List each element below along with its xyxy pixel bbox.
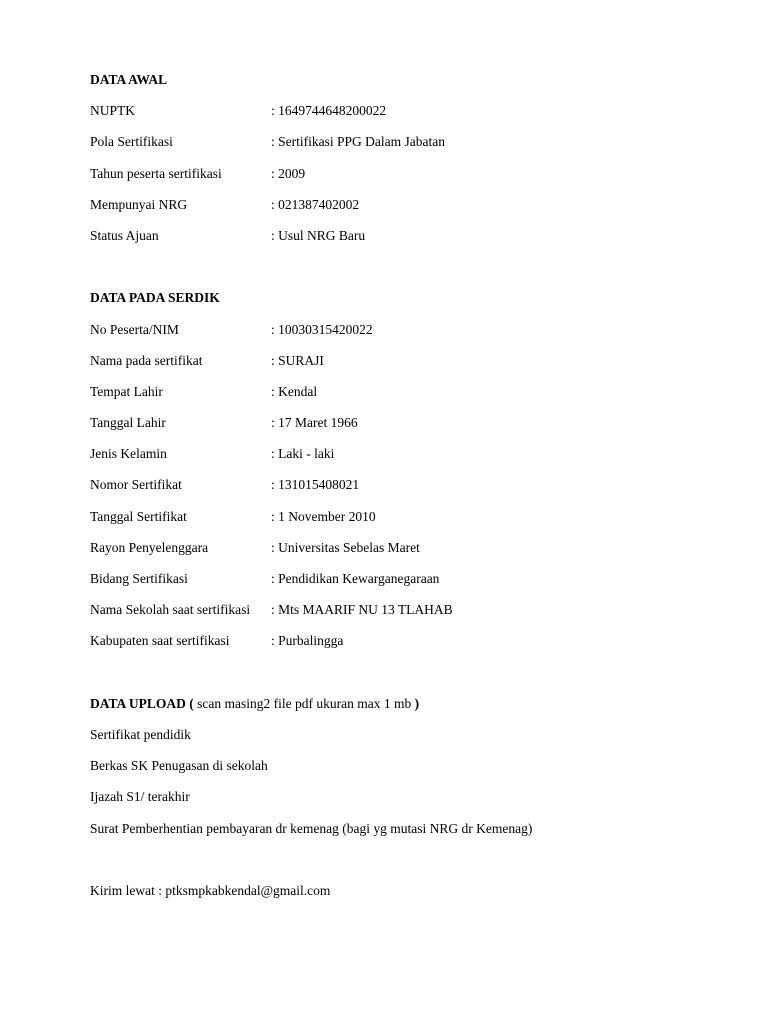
field-label: No Peserta/NIM (90, 321, 179, 337)
serdik-row-nomor-sertifikat (90, 475, 710, 506)
serdik-row-tanggal-sertifikat (90, 507, 710, 538)
data-awal-row-status-ajuan (90, 226, 710, 257)
upload-heading-title: DATA UPLOAD ( (90, 695, 194, 711)
section-spacer (90, 663, 710, 694)
upload-heading-close: ) (414, 695, 420, 711)
field-label: Tempat Lahir (90, 383, 163, 399)
upload-item: Ijazah S1/ terakhir (90, 789, 190, 805)
field-value: : 17 Maret 1966 (271, 415, 358, 431)
data-upload-heading (90, 694, 710, 725)
field-label: Kabupaten saat sertifikasi (90, 633, 230, 649)
section-spacer (90, 850, 710, 881)
field-value: : Purbalingga (271, 633, 344, 649)
upload-item: Berkas SK Penugasan di sekolah (90, 758, 268, 774)
field-value: : Kendal (271, 383, 318, 399)
field-value: : 10030315420022 (271, 321, 373, 337)
serdik-row-bidang (90, 569, 710, 600)
field-value: : 1649744648200022 (271, 103, 387, 119)
section-spacer (90, 257, 710, 288)
field-value: : 2009 (271, 165, 306, 181)
data-serdik-heading: DATA PADA SERDIK (90, 290, 220, 306)
field-value: : 021387402002 (271, 196, 360, 212)
field-label: Tahun peserta sertifikasi (90, 165, 222, 181)
data-awal-row-nuptk (90, 101, 710, 132)
field-label: Tanggal Sertifikat (90, 508, 187, 524)
field-value: : Usul NRG Baru (271, 227, 366, 243)
document-page (90, 70, 710, 912)
serdik-row-nama-sekolah (90, 600, 710, 631)
field-value: : SURAJI (271, 352, 324, 368)
upload-item: Sertifikat pendidik (90, 726, 191, 742)
field-label: Mempunyai NRG (90, 196, 188, 212)
serdik-row-no-peserta (90, 320, 710, 351)
serdik-row-nama (90, 351, 710, 382)
field-label: Bidang Sertifikasi (90, 571, 188, 586)
serdik-row-tempat-lahir (90, 382, 710, 413)
field-value: : Laki - laki (271, 446, 335, 462)
field-value: : Sertifikasi PPG Dalam Jabatan (271, 134, 445, 150)
upload-heading-note: scan masing2 file pdf ukuran max 1 mb (193, 695, 415, 711)
field-value: : 1 November 2010 (271, 508, 376, 524)
upload-item: Surat Pemberhentian pembayaran dr kemenag (bagi yg mutasi NRG dr Kemenag) (90, 820, 533, 836)
field-label: Nama Sekolah saat sertifikasi (90, 602, 251, 618)
field-value: : Universitas Sebelas Maret (271, 539, 420, 555)
data-awal-row-mempunyai-nrg (90, 195, 710, 226)
field-label: Pola Sertifikasi (90, 134, 173, 150)
field-value: : 131015408021 (271, 477, 360, 493)
field-label: Tanggal Lahir (90, 415, 166, 431)
field-label: NUPTK (90, 103, 136, 119)
field-label: Status Ajuan (90, 227, 159, 243)
data-awal-heading: DATA AWAL (90, 72, 168, 87)
data-awal-row-tahun-peserta (90, 164, 710, 195)
field-label: Nama pada sertifikat (90, 352, 203, 368)
field-value: : Mts MAARIF NU 13 TLAHAB (271, 602, 453, 618)
serdik-row-kabupaten (90, 631, 710, 662)
field-label: Jenis Kelamin (90, 446, 167, 462)
serdik-row-jenis-kelamin (90, 444, 710, 475)
serdik-row-tanggal-lahir (90, 413, 710, 444)
serdik-row-rayon (90, 538, 710, 569)
field-value: : Pendidikan Kewarganegaraan (271, 571, 440, 586)
field-label: Nomor Sertifikat (90, 477, 182, 493)
data-awal-row-pola-sertifikasi (90, 132, 710, 163)
field-label: Rayon Penyelenggara (90, 539, 209, 555)
contact-email-line: Kirim lewat : ptksmpkabkendal@gmail.com (90, 882, 331, 898)
